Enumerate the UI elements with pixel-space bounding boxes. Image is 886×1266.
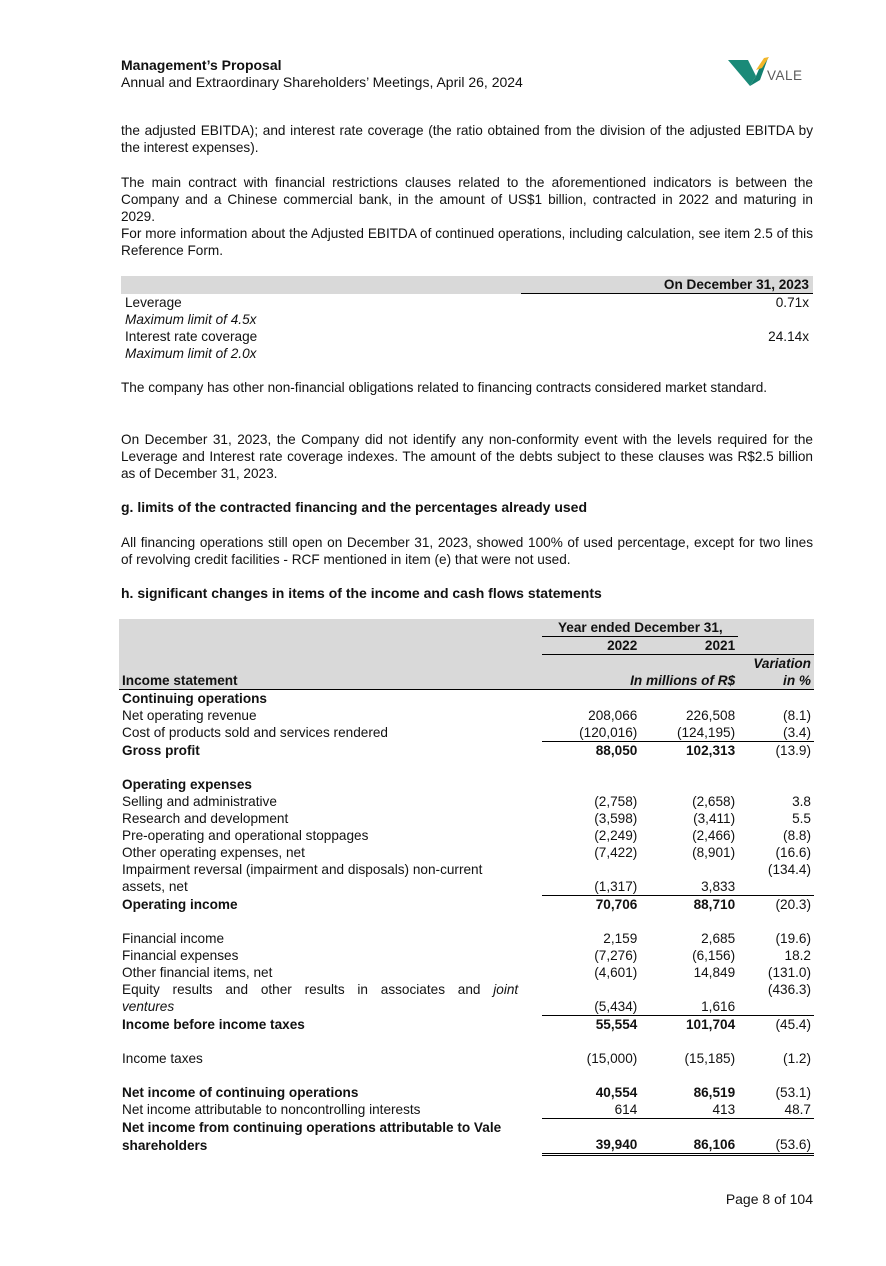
value-2021: (6,156) bbox=[692, 948, 736, 963]
table-row bbox=[119, 896, 814, 914]
value-2022 bbox=[542, 690, 640, 708]
variation-percent: (1.2) bbox=[783, 1051, 811, 1066]
value-2022: 614 bbox=[614, 1102, 638, 1117]
value-2021: (2,466) bbox=[692, 828, 736, 843]
row-label-italic: joint bbox=[493, 982, 519, 997]
table-row bbox=[119, 998, 814, 1016]
value-2021: 2,685 bbox=[701, 931, 736, 946]
value-2022: 2,159 bbox=[603, 931, 638, 946]
value-2022: 208,066 bbox=[588, 708, 638, 723]
row-label: Net income of continuing operations bbox=[122, 1085, 359, 1100]
table-row bbox=[119, 776, 814, 793]
covenant-label: Maximum limit of 4.5x bbox=[125, 312, 257, 327]
table-row bbox=[119, 878, 814, 896]
section-heading-h: h. significant changes in items of the income and cash flows statements bbox=[121, 585, 602, 601]
value-2021 bbox=[640, 1119, 738, 1137]
spacer-row bbox=[119, 1067, 814, 1084]
row-label bbox=[119, 981, 542, 998]
variation-percent: (53.1) bbox=[775, 1085, 811, 1100]
row-label: Financial expenses bbox=[122, 948, 239, 963]
covenant-date-header: On December 31, 2023 bbox=[521, 276, 813, 294]
table-row bbox=[119, 964, 814, 981]
variation-percent: (53.6) bbox=[738, 1136, 814, 1155]
document-subtitle: Annual and Extraordinary Shareholders’ Meetings, April 26, 2024 bbox=[121, 74, 523, 90]
table-row bbox=[119, 793, 814, 810]
row-label: Pre-operating and operational stoppages bbox=[122, 828, 369, 843]
table-header-row bbox=[119, 619, 814, 637]
table-header-row bbox=[119, 637, 814, 655]
variation-percent bbox=[738, 1119, 814, 1137]
table-row bbox=[119, 1136, 814, 1155]
variation-percent bbox=[738, 776, 814, 793]
value-2021: 86,519 bbox=[693, 1085, 736, 1100]
value-2021: (124,195) bbox=[676, 725, 736, 740]
value-2022: 70,706 bbox=[542, 896, 640, 914]
row-label: Financial income bbox=[122, 931, 224, 946]
value-2021 bbox=[640, 981, 738, 998]
variation-header-2: in % bbox=[738, 672, 814, 690]
variation-percent: (20.3) bbox=[738, 896, 814, 914]
table-row bbox=[121, 328, 813, 345]
variation-percent: (45.4) bbox=[738, 1016, 814, 1034]
value-2021: (15,185) bbox=[684, 1051, 736, 1066]
row-label: Net operating revenue bbox=[122, 708, 257, 723]
row-label: Net income from continuing operations attributable to Vale bbox=[122, 1119, 502, 1135]
value-2021: 101,704 bbox=[640, 1016, 738, 1034]
row-label: Income taxes bbox=[122, 1051, 203, 1066]
table-row bbox=[119, 724, 814, 742]
row-label: Income before income taxes bbox=[122, 1016, 305, 1032]
paragraph-main-contract: The main contract with financial restrictions clauses related to the aforementioned indicators is between the Company and a Chinese commercial bank, in the amount of US$1 billion, contracted in 2022 and maturing in 2029. bbox=[121, 175, 813, 224]
value-2022: 39,940 bbox=[542, 1136, 640, 1155]
row-label: Selling and administrative bbox=[122, 794, 277, 809]
value-2022: 88,050 bbox=[542, 742, 640, 760]
value-2021: 102,313 bbox=[640, 742, 738, 760]
table-row bbox=[119, 742, 814, 760]
value-2022 bbox=[542, 981, 640, 998]
spacer-row bbox=[119, 759, 814, 776]
income-statement-table bbox=[119, 619, 814, 1156]
row-label: Continuing operations bbox=[122, 691, 267, 706]
row-label: ventures bbox=[122, 999, 175, 1015]
document-title: Management’s Proposal bbox=[121, 57, 282, 73]
value-2021: (8,901) bbox=[692, 845, 736, 860]
covenant-table bbox=[121, 276, 813, 362]
paragraph-ebitda: the adjusted EBITDA); and interest rate coverage (the ratio obtained from the division of the adjusted EBITDA by the interest expenses). bbox=[121, 123, 813, 155]
value-2022: (4,601) bbox=[594, 965, 638, 980]
value-2022: (2,249) bbox=[594, 828, 638, 843]
value-2022: (120,016) bbox=[579, 725, 638, 740]
table-row bbox=[119, 1050, 814, 1067]
value-2022: (2,758) bbox=[594, 794, 638, 809]
section-heading-g: g. limits of the contracted financing and the percentages already used bbox=[121, 499, 587, 515]
variation-percent: (131.0) bbox=[767, 965, 811, 980]
covenant-header-row bbox=[121, 276, 813, 294]
table-row bbox=[119, 1119, 814, 1137]
row-label: Net income attributable to noncontrolling interests bbox=[122, 1102, 421, 1118]
table-row bbox=[119, 861, 814, 878]
variation-percent: 5.5 bbox=[792, 811, 811, 826]
value-2022: (1,317) bbox=[594, 879, 638, 894]
table-row bbox=[119, 1016, 814, 1034]
value-2021: (2,658) bbox=[692, 794, 736, 809]
table-row bbox=[119, 707, 814, 724]
value-2022: (7,422) bbox=[594, 845, 638, 860]
table-header-row bbox=[119, 672, 814, 690]
variation-header: Variation bbox=[738, 655, 814, 673]
variation-percent bbox=[738, 690, 814, 708]
value-2022: (7,276) bbox=[594, 948, 638, 963]
variation-percent bbox=[738, 998, 814, 1016]
value-2022: (15,000) bbox=[586, 1051, 638, 1066]
spacer-row bbox=[119, 1033, 814, 1050]
value-2022 bbox=[542, 861, 640, 878]
variation-percent: 3.8 bbox=[792, 794, 811, 809]
value-2022: (3,598) bbox=[594, 811, 638, 826]
value-2022 bbox=[542, 1119, 640, 1137]
table-row bbox=[119, 1101, 814, 1119]
covenant-value: 0.71x bbox=[775, 295, 809, 310]
paragraph-financing-ops: All financing operations still open on December 31, 2023, showed 100% of used percentage, except for two lines of revolving credit facilities - RCF mentioned in item (e) that were not used. bbox=[121, 535, 813, 567]
value-2021: 88,710 bbox=[640, 896, 738, 914]
table-row bbox=[119, 930, 814, 947]
table-row bbox=[119, 1084, 814, 1101]
table-header-row bbox=[119, 655, 814, 673]
value-2022: 40,554 bbox=[595, 1085, 638, 1100]
variation-percent: (16.6) bbox=[775, 845, 811, 860]
table-row bbox=[119, 844, 814, 861]
variation-percent: (8.1) bbox=[783, 708, 811, 723]
year-2022-header: 2022 bbox=[542, 637, 640, 655]
table-row bbox=[119, 827, 814, 844]
covenant-value bbox=[521, 345, 813, 362]
table-row bbox=[121, 311, 813, 328]
row-label: shareholders bbox=[122, 1137, 208, 1153]
paragraph-non-conformity: On December 31, 2023, the Company did not identify any non-conformity event with the levels required for the Leverage and Interest rate coverage indexes. The amount of the debts subject to these clauses was R$2.5 billion as of December 31, 2023. bbox=[121, 432, 813, 481]
value-2021: 3,833 bbox=[701, 879, 736, 894]
value-2022 bbox=[542, 776, 640, 793]
row-label-text: Equity results and other results in associates and bbox=[122, 982, 481, 997]
row-label: Other financial items, net bbox=[122, 965, 273, 980]
year-2021-header: 2021 bbox=[640, 637, 738, 655]
value-2021: 1,616 bbox=[701, 999, 736, 1014]
income-statement-label: Income statement bbox=[119, 672, 542, 690]
covenant-label: Interest rate coverage bbox=[125, 329, 258, 344]
covenant-label: Maximum limit of 2.0x bbox=[125, 346, 257, 361]
value-2021: 226,508 bbox=[686, 708, 736, 723]
table-row bbox=[121, 294, 813, 312]
paragraph-more-info: For more information about the Adjusted EBITDA of continued operations, including calculation, see item 2.5 of this Reference Form. bbox=[121, 226, 813, 258]
table-row bbox=[119, 690, 814, 708]
variation-percent: 18.2 bbox=[784, 948, 811, 963]
variation-percent: (134.4) bbox=[767, 862, 811, 877]
variation-percent: (8.8) bbox=[783, 828, 811, 843]
year-ended-header: Year ended December 31, bbox=[557, 620, 723, 635]
row-label: Research and development bbox=[122, 811, 289, 826]
page-number: Page 8 of 104 bbox=[725, 1191, 813, 1207]
vale-logo-text: VALE bbox=[767, 68, 803, 83]
value-2021 bbox=[640, 861, 738, 878]
paragraph-non-financial: The company has other non-financial obligations related to financing contracts considered market standard. bbox=[121, 380, 768, 395]
covenant-label: Leverage bbox=[125, 294, 182, 310]
spacer-row bbox=[119, 913, 814, 930]
value-2021: (3,411) bbox=[693, 811, 736, 826]
row-label: Gross profit bbox=[122, 742, 200, 758]
variation-percent: (436.3) bbox=[767, 982, 811, 997]
variation-percent bbox=[738, 878, 814, 896]
value-2021: 413 bbox=[712, 1102, 736, 1117]
variation-percent: 48.7 bbox=[784, 1102, 811, 1117]
value-2021: 14,849 bbox=[693, 965, 736, 980]
row-label: Operating expenses bbox=[122, 777, 252, 792]
covenant-value: 24.14x bbox=[768, 329, 809, 344]
table-row bbox=[119, 981, 814, 998]
variation-percent: (19.6) bbox=[775, 931, 811, 946]
covenant-value bbox=[521, 311, 813, 328]
variation-percent: (3.4) bbox=[783, 725, 811, 740]
row-label: Impairment reversal (impairment and disposals) non-current bbox=[122, 862, 483, 877]
units-label: In millions of R$ bbox=[542, 672, 738, 690]
row-label: Operating income bbox=[122, 896, 238, 912]
value-2021 bbox=[640, 776, 738, 793]
row-label: Cost of products sold and services rendered bbox=[122, 725, 388, 741]
table-row bbox=[119, 810, 814, 827]
value-2022: (5,434) bbox=[594, 999, 638, 1014]
row-label: assets, net bbox=[122, 879, 188, 895]
value-2021: 86,106 bbox=[640, 1136, 738, 1155]
value-2021 bbox=[640, 690, 738, 708]
variation-percent: (13.9) bbox=[738, 742, 814, 760]
row-label: Other operating expenses, net bbox=[122, 845, 305, 860]
value-2022: 55,554 bbox=[542, 1016, 640, 1034]
table-row bbox=[121, 345, 813, 362]
table-row bbox=[119, 947, 814, 964]
